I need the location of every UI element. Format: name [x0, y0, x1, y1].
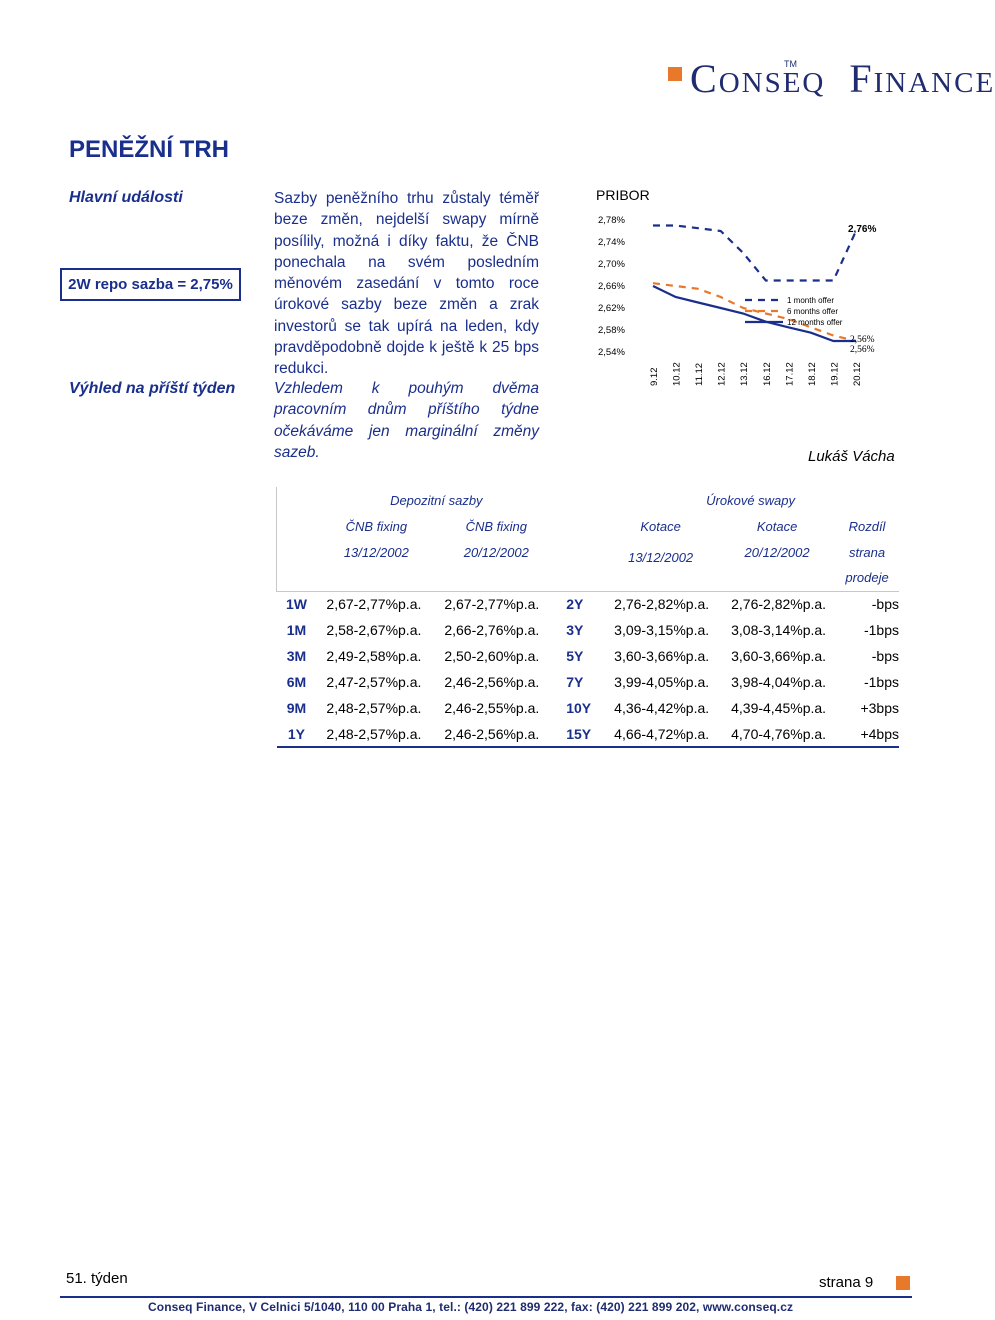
- repo-rate-box: 2W repo sazba = 2,75%: [60, 268, 241, 301]
- page-title: PENĚŽNÍ TRH: [69, 136, 230, 163]
- y-tick-label: 2,70%: [598, 259, 625, 270]
- logo-wordmark: [690, 55, 995, 102]
- swap-diff: -1bps: [863, 674, 899, 690]
- deposit-tenor: 9M: [286, 700, 307, 716]
- logo-square-icon: [668, 67, 682, 81]
- y-tick-label: 2,74%: [598, 237, 625, 248]
- deposit-rate-prev: 2,48-2,57%p.a.: [326, 700, 422, 716]
- col-header-quote-1: Kotace: [640, 518, 681, 534]
- main-events-label: Hlavní události: [69, 189, 183, 206]
- table-row: [277, 591, 900, 617]
- table-row: [277, 669, 900, 695]
- swap-tenor: 7Y: [566, 674, 584, 690]
- x-tick-label: 19.12: [829, 362, 841, 386]
- swap-tenor: 3Y: [566, 622, 584, 638]
- deposit-tenor: 6M: [286, 674, 307, 690]
- logo-letter-c: C: [690, 56, 719, 101]
- col-header-cnb-fixing-2: ČNB fixing: [465, 518, 527, 534]
- swap-rate-curr: 4,70-4,76%p.a.: [719, 721, 835, 747]
- logo-letter-f: F: [849, 56, 874, 101]
- footer-square-icon: [896, 1276, 910, 1290]
- col-header-diff-sell: prodeje: [835, 565, 899, 591]
- deposit-rate-prev: 2,48-2,57%p.a.: [316, 721, 436, 747]
- logo-onseq: ONSEQ: [718, 67, 826, 99]
- swap-diff: +4bps: [835, 721, 899, 747]
- x-tick-label: 9.12: [649, 367, 660, 386]
- y-tick-label: 2,78%: [598, 215, 625, 226]
- chart-title: PRIBOR: [596, 187, 650, 203]
- swap-tenor: 10Y: [566, 700, 592, 716]
- deposit-tenor: 1M: [286, 622, 307, 638]
- col-header-cnb-fixing-1: ČNB fixing: [345, 518, 408, 534]
- swap-rate-prev: 2,76-2,82%p.a.: [614, 596, 710, 613]
- swap-rate-prev: 4,36-4,42%p.a.: [614, 700, 710, 716]
- deposit-rate-prev: 2,49-2,58%p.a.: [326, 648, 422, 664]
- table-row: [277, 721, 900, 747]
- swap-diff: -1bps: [863, 622, 899, 638]
- group-header-deposits: Depozitní sazby: [390, 492, 483, 508]
- x-tick-label: 12.12: [716, 362, 728, 386]
- author-name: Lukáš Vácha: [808, 448, 895, 465]
- col-date-1: 13/12/2002: [343, 544, 409, 560]
- col-date-3: 13/12/2002: [628, 550, 694, 565]
- outlook-label: Výhled na příští týden: [69, 380, 236, 397]
- logo-trademark: TM: [784, 59, 797, 69]
- deposit-rate-curr: 2,50-2,60%p.a.: [444, 648, 540, 664]
- x-tick-label: 10.12: [671, 362, 683, 386]
- col-date-4: 20/12/2002: [744, 544, 810, 560]
- legend-label: 6 months offer: [787, 307, 838, 316]
- swap-rate-prev: 3,60-3,66%p.a.: [614, 648, 710, 664]
- outlook-text: Vzhledem k pouhým dvěma pracovním dnům příštího týdne očekáváme jen marginální změny sazeb.: [274, 380, 539, 461]
- table-subheader-row: [277, 565, 900, 591]
- deposit-rate-prev: 2,47-2,57%p.a.: [326, 674, 422, 690]
- y-tick-label: 2,66%: [598, 281, 625, 292]
- swap-rate-prev: 3,99-4,05%p.a.: [614, 674, 710, 690]
- swap-tenor: 5Y: [566, 648, 584, 664]
- table-row: [277, 643, 900, 669]
- swap-rate-curr: 4,39-4,45%p.a.: [731, 700, 827, 716]
- deposit-tenor: 3M: [286, 648, 307, 664]
- table-group-header-row: [277, 487, 900, 513]
- legend-label: 1 month offer: [787, 296, 834, 305]
- col-header-diff-side: strana: [848, 544, 886, 560]
- table-col-header-row: [277, 513, 900, 539]
- swap-diff: +3bps: [860, 700, 899, 716]
- swap-rate-curr: 3,08-3,14%p.a.: [731, 622, 827, 638]
- swap-rate-curr: 3,98-4,04%p.a.: [731, 674, 827, 690]
- table-row: [277, 617, 900, 643]
- annotation-label: 2,56%: [850, 335, 875, 345]
- annotation-label: 2,56%: [850, 345, 875, 355]
- deposit-tenor: 1Y: [277, 721, 317, 747]
- swap-diff: -bps: [871, 596, 899, 613]
- col-date-2: 20/12/2002: [463, 544, 529, 560]
- group-header-swaps: Úrokové swapy: [706, 492, 796, 508]
- swap-rate-curr: 3,60-3,66%p.a.: [731, 648, 827, 664]
- deposit-tenor: 1W: [285, 596, 307, 613]
- swap-tenor: 2Y: [566, 596, 584, 613]
- conseq-finance-logo: [668, 55, 995, 105]
- pribor-chart: [590, 182, 890, 402]
- x-tick-label: 16.12: [761, 362, 773, 386]
- y-tick-label: 2,54%: [598, 347, 625, 358]
- y-tick-label: 2,62%: [598, 303, 625, 314]
- x-tick-label: 20.12: [852, 362, 863, 386]
- x-tick-label: 18.12: [806, 362, 818, 386]
- deposit-rate-prev: 2,67-2,77%p.a.: [326, 596, 422, 613]
- col-header-quote-2: Kotace: [756, 518, 798, 534]
- footer-divider: [60, 1296, 912, 1298]
- swap-rate-prev: 4,66-4,72%p.a.: [602, 721, 719, 747]
- swap-rate-prev: 3,09-3,15%p.a.: [614, 622, 710, 638]
- swap-tenor: 15Y: [556, 721, 602, 747]
- deposit-rate-prev: 2,58-2,67%p.a.: [326, 622, 422, 638]
- deposit-rate-curr: 2,66-2,76%p.a.: [444, 622, 540, 638]
- deposit-rate-curr: 2,67-2,77%p.a.: [444, 596, 540, 613]
- legend-label: 12 months offer: [787, 318, 843, 327]
- footer-week: 51. týden: [66, 1270, 128, 1287]
- main-events-text: Sazby peněžního trhu zůstaly téměř beze změn, nejdelší swapy mírně posílily, možná i díky faktu, že ČNB ponechala na svém posledním měnovém zasedání v tomto roce úrokové sazby beze změn a zrak investorů se tak upírá na leden, kdy pravděpodobně dojde k ještě k 25 bps redukci.: [274, 190, 539, 378]
- logo-inance: INANCE: [873, 67, 995, 99]
- footer-address: Conseq Finance, V Celnici 5/1040, 110 00 Praha 1, tel.: (420) 221 899 222, fax: (420) 221 899 202, www.conseq.cz: [148, 1300, 794, 1314]
- swap-diff: -bps: [871, 648, 899, 664]
- deposit-rate-curr: 2,46-2,56%p.a.: [444, 674, 540, 690]
- y-tick-label: 2,58%: [598, 325, 625, 336]
- col-header-diff: Rozdíl: [848, 518, 886, 534]
- deposit-rate-curr: 2,46-2,55%p.a.: [444, 700, 540, 716]
- x-tick-label: 17.12: [784, 362, 796, 386]
- series-line-1: [653, 226, 856, 281]
- footer-page-number: strana 9: [819, 1274, 874, 1291]
- x-tick-label: 13.12: [739, 362, 751, 386]
- table-date-row: [277, 539, 900, 565]
- x-tick-label: 11.12: [694, 362, 706, 386]
- swap-rate-curr: 2,76-2,82%p.a.: [731, 596, 827, 613]
- table-row: [277, 695, 900, 721]
- pribor-chart-svg: [590, 182, 890, 402]
- annotation-label: 2,76%: [848, 224, 877, 235]
- rates-table: [276, 487, 899, 748]
- deposit-rate-curr: 2,46-2,56%p.a.: [436, 721, 556, 747]
